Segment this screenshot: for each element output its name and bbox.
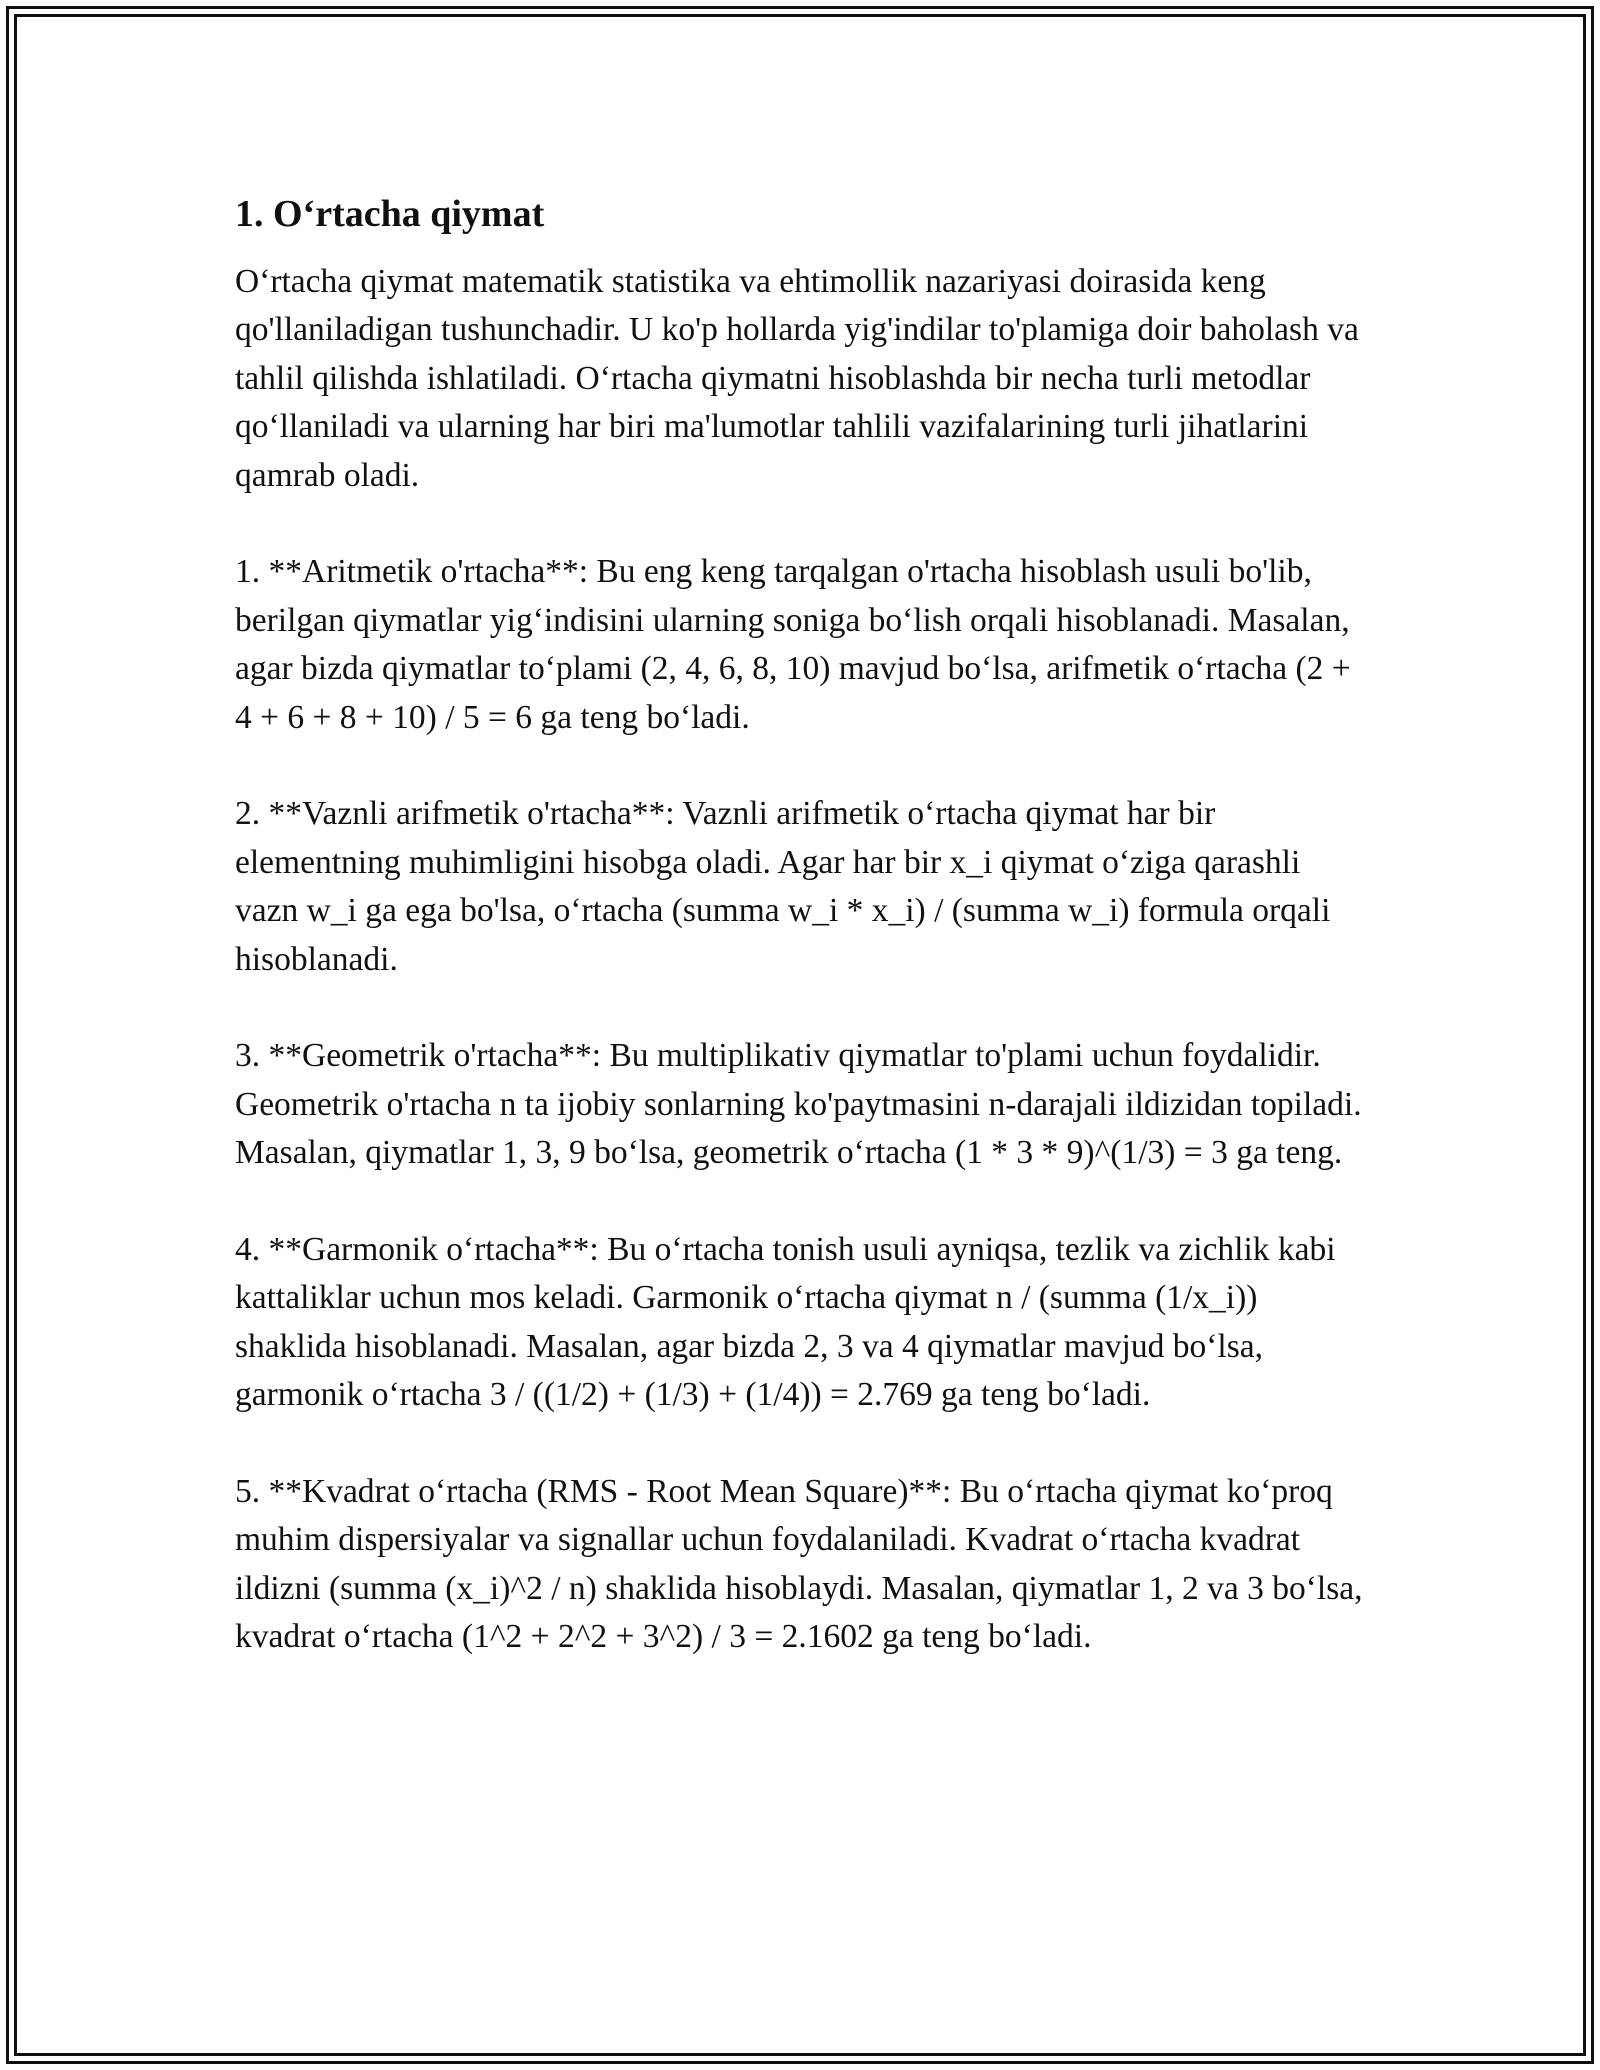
geometric-mean-paragraph: 3. **Geometrik o'rtacha**: Bu multiplikativ qiymatlar to'plami uchun foydalidir. Geometrik o'rtacha n ta ijobiy sonlarning ko'paytmasini n-darajali ildizidan topiladi. Masalan, qiymatlar 1, 3, 9 bo‘lsa, geometrik o‘rtacha (1 * 3 * 9)^(1/3) = 3 ga teng. [235,1037,1362,1172]
harmonic-mean-paragraph: 4. **Garmonik o‘rtacha**: Bu o‘rtacha tonish usuli ayniqsa, tezlik va zichlik kabi kattaliklar uchun mos keladi. Garmonik o‘rtacha qiymat n / (summa (1/x_i)) shaklida hisoblanadi. Masalan, agar bizda 2, 3 va 4 qiymatlar mavjud bo‘lsa, garmonik o‘rtacha 3 / ((1/2) + (1/3) + (1/4)) = 2.769 ga teng bo‘ladi. [235,1231,1336,1414]
section-heading: 1. O‘rtacha qiymat [235,193,545,235]
weighted-mean-paragraph: 2. **Vaznli arifmetik o'rtacha**: Vaznli arifmetik o‘rtacha qiymat har bir elementning muhimligini hisobga oladi. Agar har bir x_i qiymat o‘ziga qarashli vazn w_i ga ega bo'lsa, o‘rtacha (summa w_i * x_i) / (summa w_i) formula orqali hisoblanadi. [235,795,1331,978]
document-body [235,182,1370,1710]
rms-mean-paragraph: 5. **Kvadrat o‘rtacha (RMS - Root Mean Square)**: Bu o‘rtacha qiymat ko‘proq muhim dispersiyalar va signallar uchun foydalaniladi. Kvadrat o‘rtacha kvadrat ildizni (summa (x_i)^2 / n) shaklida hisoblaydi. Masalan, qiymatlar 1, 2 va 3 bo‘lsa, kvadrat o‘rtacha (1^2 + 2^2 + 3^2) / 3 = 2.1602 ga teng bo‘ladi. [235,1473,1363,1656]
arithmetic-mean-paragraph: 1. **Aritmetik o'rtacha**: Bu eng keng tarqalgan o'rtacha hisoblash usuli bo'lib, berilgan qiymatlar yig‘indisini ularning soniga bo‘lish orqali hisoblanadi. Masalan, agar bizda qiymatlar to‘plami (2, 4, 6, 8, 10) mavjud bo‘lsa, arifmetik o‘rtacha (2 + 4 + 6 + 8 + 10) / 5 = 6 ga teng bo‘ladi. [235,553,1351,736]
intro-paragraph: O‘rtacha qiymat matematik statistika va ehtimollik nazariyasi doirasida keng qo'llaniladigan tushunchadir. U ko'p hollarda yig'indilar to'plamiga doir baholash va tahlil qilishda ishlatiladi. O‘rtacha qiymatni hisoblashda bir necha turli metodlar qo‘llaniladi va ularning har biri ma'lumotlar tahlili vazifalarining turli jihatlarini qamrab oladi. [235,263,1359,494]
